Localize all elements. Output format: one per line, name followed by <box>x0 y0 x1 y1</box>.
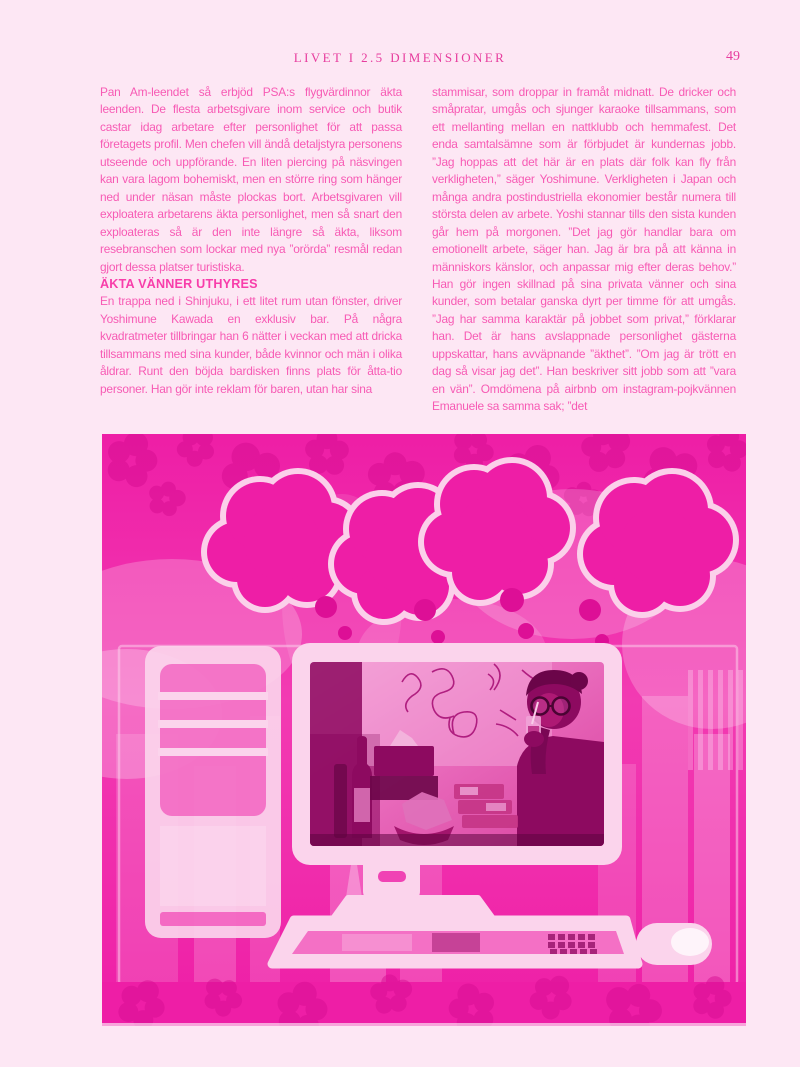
text-column-right <box>432 84 736 416</box>
tower-vent <box>160 664 266 816</box>
computer-collage-illustration <box>102 434 746 1026</box>
hair-bun <box>570 672 588 690</box>
body-paragraph: stammisar, som droppar in framåt midnatt. De dricker och småpratar, umgås och sjunger karaoke tillsammans, som ett mellanting mellan en nattklubb och hemmafest. Det enda samtalsämne som är förbjudet är kundernas jobb. ”Jag hoppas att det här är en plats där folk kan fly från verkligheten,” säger Yoshimune. Verkligheten i Japan och många andra postindustriella ekonomier består numera till största delen av arbete. Yoshi stannar tills den sista kunden går hem på morgonen. ”Det jag gör handlar bara om emotionellt arbete, säger han. Jag är bra på att känna in människors känslor, och anpassar mig efter deras behov.” Han gör ingen skillnad på sina privata vänner och sina kunder, som betalar ganska dyrt per timme för att umgås. ”Jag har samma karaktär på jobbet som privat,” förklarar han. Det är hans avslappnade personlighet gästerna uppskattar, hans avväpnande ”äkthet”. ”Om jag är trött en dag så visar jag det”. Han beskriver sitt jobb som att ”vara en vän”. Omdömena på airbnb om instagram-pojkvännen Emanuele sa samma sak; ”det <box>432 85 736 414</box>
keyboard <box>272 920 638 964</box>
hand <box>524 731 544 747</box>
body-paragraph: Pan Am-leendet så erbjöd PSA:s flygvärdinnor äkta leenden. De flesta arbetsgivare inom service och butik castar idag arbetare efter personlighet för att passa företagets profil. Men chefen vill ändå detaljstyra personens utseende och uppförande. En liten piercing på näsvingen kan vara lagom bohemiskt, men en större ring som hänger ned under näsan måste plockas bort. Arbetsgivaren vill exploatera arbetarens äkta personlighet, men så snart den exploateras så är den inte längre så äkta, liksom resebranschen som lockar med nya ”orörda” resmål redan gjort dessa platser turistiska. <box>100 85 402 274</box>
monitor <box>292 643 622 865</box>
section-heading: ÄKTA VÄNNER UTHYRES <box>100 276 258 291</box>
tissue-box <box>374 746 434 776</box>
computer-tower <box>145 646 281 938</box>
text-column-left <box>100 84 402 398</box>
tower-drive-slot <box>160 912 266 926</box>
body-paragraph: En trappa ned i Shinjuku, i ett litet rum utan fönster, driver Yoshimune Kawada en exklusiv bar. På några kvadratmeter tillbringar han 6 nätter i veckan med att dricka tillsammans med sina kunder, både kvinnor och män i olika åldrar. Runt den böjda bardisken finns plats för åtta-tio personer. Han gör inte reklam för baren, utan har sina <box>100 294 402 396</box>
running-head-title: LIVET I 2.5 DIMENSIONER <box>293 50 507 65</box>
torso <box>517 736 604 846</box>
page-number: 49 <box>726 49 740 64</box>
mouse <box>636 923 712 965</box>
monitor-screen-photo <box>310 662 604 846</box>
